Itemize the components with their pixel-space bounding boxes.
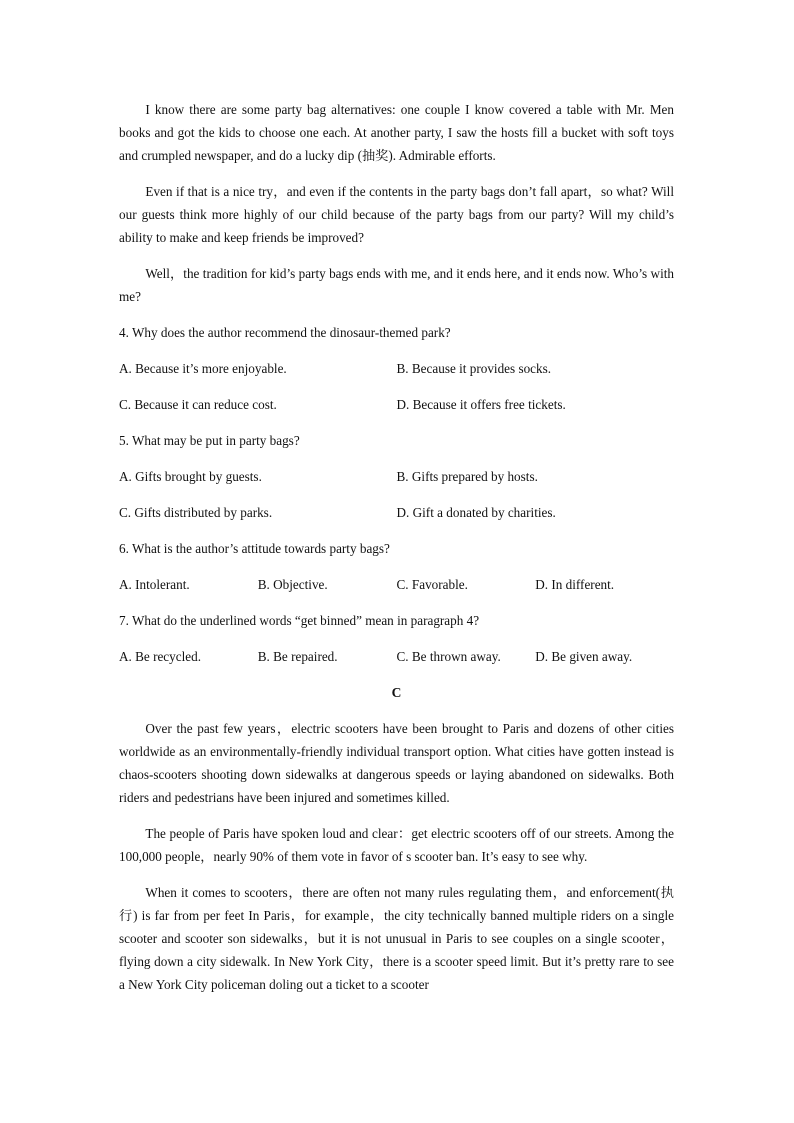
option-b: B. Because it provides socks. xyxy=(396,361,552,376)
question-7 xyxy=(119,609,674,668)
passage-b-paragraph-1: I know there are some party bag alternatives: one couple I know covered a table with Mr. Men books and got the kids to choose one each. At another party, I saw the hosts fill a bucket with soft toys and crumpled newspaper, and do a lucky dip (抽奖). Admirable efforts. xyxy=(119,102,674,163)
question-stem: 7. What do the underlined words “get binned” mean in paragraph 4? xyxy=(119,613,480,628)
option-a: A. Because it’s more enjoyable. xyxy=(119,361,287,376)
section-c-heading: C xyxy=(391,685,402,700)
passage-c-paragraph-1: Over the past few years，electric scooters have been brought to Paris and dozens of other cities worldwide as an environmentally-friendly individual transport option. What cities have gotten instead is chaos-scooters shooting down sidewalks at dangerous speeds or laying abandoned on sidewalks. Both riders and pedestrians have been injured and sometimes killed. xyxy=(119,721,674,805)
option-b: B. Be repaired. xyxy=(257,649,338,664)
option-c: C. Be thrown away. xyxy=(396,649,501,664)
question-6 xyxy=(119,537,674,596)
question-5 xyxy=(119,429,674,524)
document-page xyxy=(119,98,674,1009)
option-b: B. Objective. xyxy=(257,577,328,592)
option-d: D. Be given away. xyxy=(535,649,633,664)
option-a: A. Gifts brought by guests. xyxy=(119,469,262,484)
option-a: A. Intolerant. xyxy=(119,577,190,592)
option-d: D. Because it offers free tickets. xyxy=(396,397,566,412)
passage-b-paragraph-3: Well，the tradition for kid’s party bags ends with me, and it ends here, and it ends now. Who’s with me? xyxy=(119,266,674,304)
question-4 xyxy=(119,321,674,416)
option-c: C. Because it can reduce cost. xyxy=(119,397,277,412)
question-stem: 6. What is the author’s attitude towards party bags? xyxy=(119,541,390,556)
option-b: B. Gifts prepared by hosts. xyxy=(396,469,538,484)
option-a: A. Be recycled. xyxy=(119,649,202,664)
question-stem: 5. What may be put in party bags? xyxy=(119,433,300,448)
option-c: C. Favorable. xyxy=(396,577,468,592)
passage-b-paragraph-2: Even if that is a nice try，and even if the contents in the party bags don’t fall apart，so what? Will our guests think more highly of our child because of the party bags from our party? Will my child’s ability to make and keep friends be improved? xyxy=(119,184,674,245)
passage-c-paragraph-2: The people of Paris have spoken loud and clear：get electric scooters off of our streets. Among the 100,000 people，nearly 90% of them vote in favor of s scooter ban. It’s easy to see why. xyxy=(119,826,674,864)
option-c: C. Gifts distributed by parks. xyxy=(119,505,273,520)
option-d: D. In different. xyxy=(535,577,615,592)
passage-c-paragraph-3: When it comes to scooters，there are often not many rules regulating them，and enforcement(执行) is far from per feet In Paris，for example，the city technically banned multiple riders on a single scooter and scooter son sidewalks，but it is not unusual in Paris to see couples on a single scooter，flying down a city sidewalk. In New York City，there is a scooter speed limit. But it’s pretty rare to see a New York City policeman doling out a ticket to a scooter xyxy=(119,885,674,992)
question-stem: 4. Why does the author recommend the dinosaur-themed park? xyxy=(119,325,451,340)
option-d: D. Gift a donated by charities. xyxy=(396,505,556,520)
